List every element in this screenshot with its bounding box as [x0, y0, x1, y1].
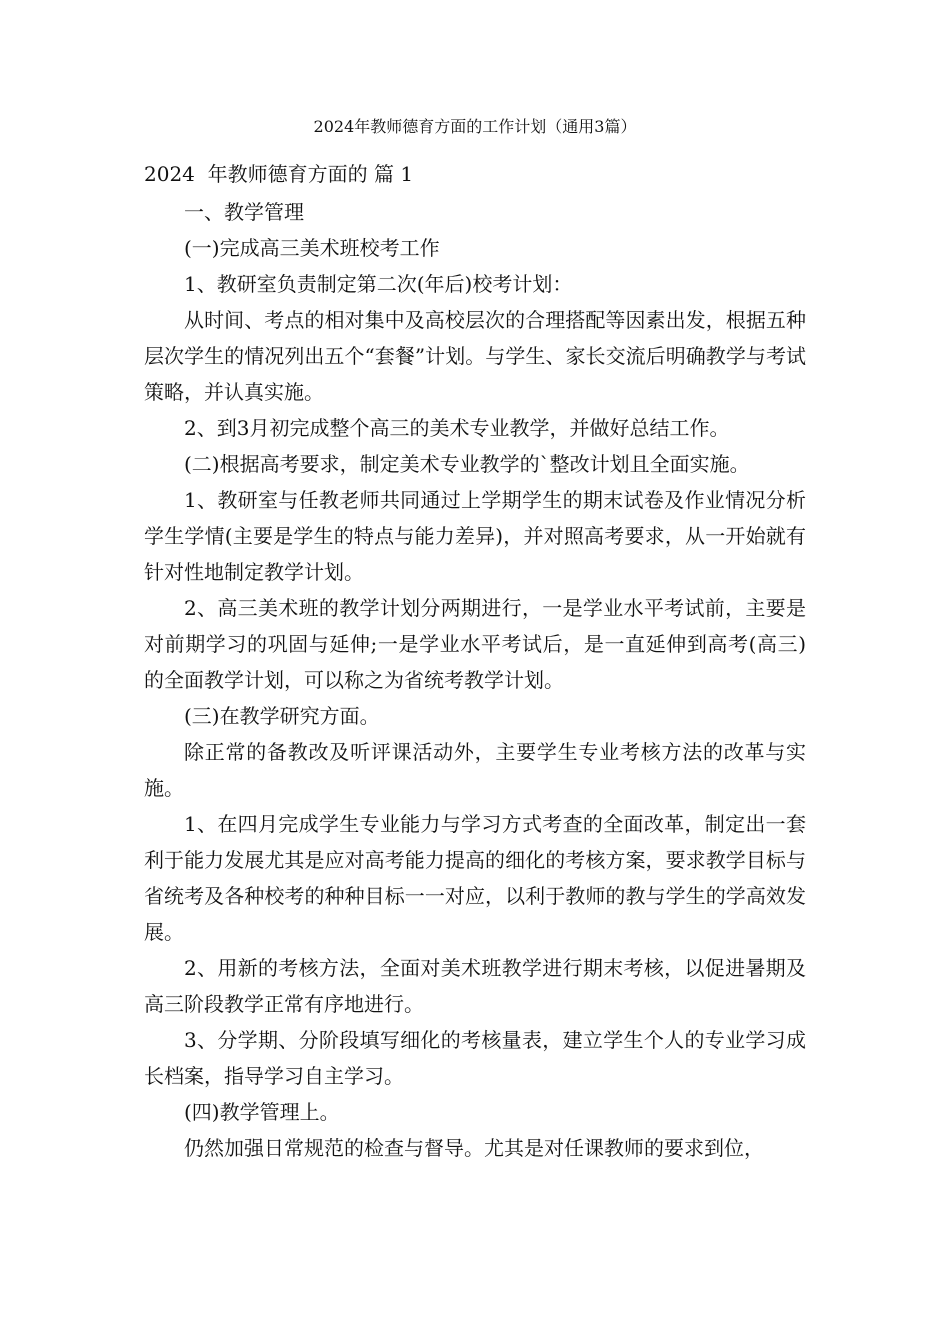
paragraph-1: 一、教学管理 — [184, 200, 304, 224]
section-heading: 2024 年教师德育方面的 篇 1 — [144, 162, 414, 186]
paragraph-5: 2、到3月初完成整个高三的美术专业教学，并做好总结工作。 — [184, 416, 730, 440]
paragraph-2: (一)完成高三美术班校考工作 — [184, 236, 440, 260]
paragraph-15: 仍然加强日常规范的检查与督导。尤其是对任课教师的要求到位， — [184, 1136, 764, 1160]
paragraph-11: 1、在四月完成学生专业能力与学习方式考查的全面改革，制定出一套利于能力发展尤其是应对高考能力提高的细化的考核方案，要求教学目标与省统考及各种校考的种种目标一一对应，以利于教师的教与学生的学高效发展。 — [144, 812, 806, 944]
paragraph-12: 2、用新的考核方法，全面对美术班教学进行期末考核，以促进暑期及高三阶段教学正常有序地进行。 — [144, 956, 806, 1016]
paragraph-3: 1、教研室负责制定第二次(年后)校考计划： — [184, 272, 573, 296]
paragraph-10: 除正常的备教改及听评课活动外，主要学生专业考核方法的改革与实施。 — [144, 740, 806, 800]
paragraph-13: 3、分学期、分阶段填写细化的考核量表，建立学生个人的专业学习成长档案，指导学习自主学习。 — [144, 1028, 806, 1088]
paragraph-9: (三)在教学研究方面。 — [184, 704, 380, 728]
paragraph-4: 从时间、考点的相对集中及高校层次的合理搭配等因素出发，根据五种层次学生的情况列出五个“套餐”计划。与学生、家长交流后明确教学与考试策略，并认真实施。 — [144, 308, 806, 404]
paragraph-8: 2、高三美术班的教学计划分两期进行，一是学业水平考试前，主要是对前期学习的巩固与延伸;一是学业水平考试后，是一直延伸到高考(高三)的全面教学计划，可以称之为省统考教学计划。 — [144, 596, 806, 692]
document-body — [144, 194, 806, 1166]
paragraph-14: (四)教学管理上。 — [184, 1100, 340, 1124]
paragraph-6: (二)根据高考要求，制定美术专业教学的`整改计划且全面实施。 — [184, 452, 750, 476]
document-title: 2024年教师德育方面的工作计划（通用3篇） — [313, 117, 637, 136]
paragraph-7: 1、教研室与任教老师共同通过上学期学生的期末试卷及作业情况分析学生学情(主要是学生的特点与能力差异)，并对照高考要求，从一开始就有针对性地制定教学计划。 — [144, 488, 806, 584]
